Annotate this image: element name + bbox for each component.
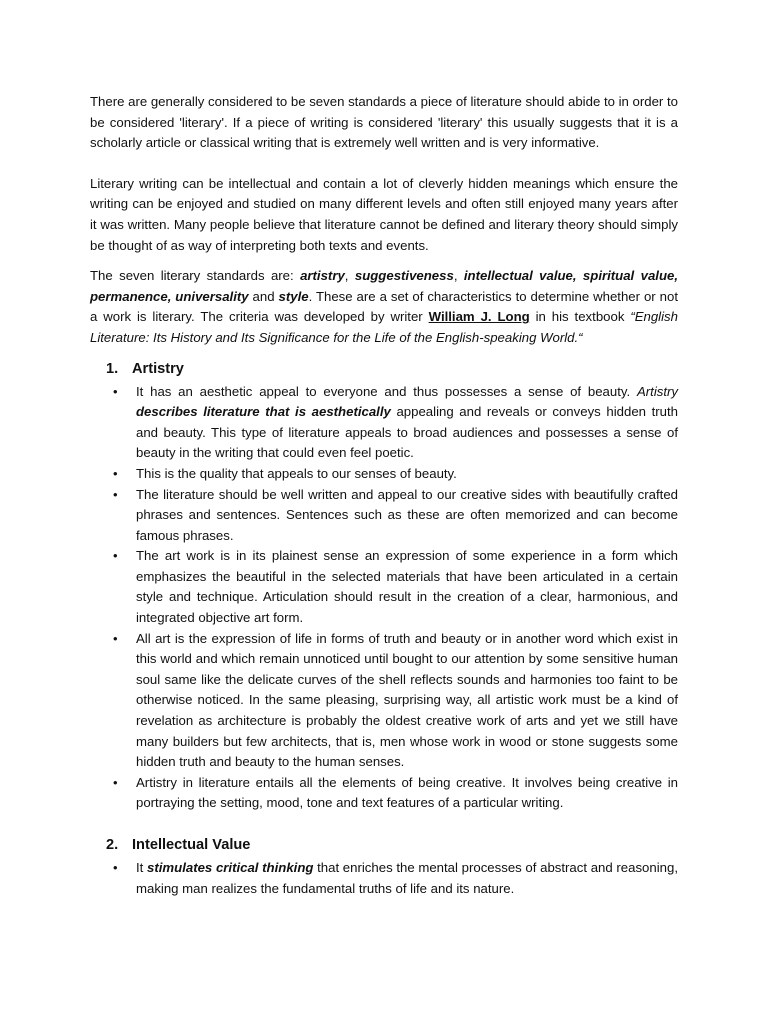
document-body — [90, 92, 678, 899]
list-item — [90, 464, 678, 485]
text-run: and — [248, 288, 279, 304]
term-suggestiveness: suggestiveness — [354, 268, 454, 284]
text-run: . These are a set of characteristics to determine whether or not a work is literary. The criteria was developed by writer — [90, 288, 678, 325]
list-item-text: This is the quality that appeals to our senses of beauty. — [136, 465, 457, 481]
text-run: appealing and reveals or conveys hidden truth and beauty. This type of literature appeals to broad audiences and possesses a sense of beauty in the writing that could even feel poetic. — [136, 404, 678, 461]
section-number: 1. — [106, 360, 119, 377]
intro-paragraph-2: Literary writing can be intellectual and contain a lot of cleverly hidden meanings which ensure the writing can be enjoyed and studied on many different levels and often still enjoyed many years after it was written. Many people believe that literature cannot be defined and literary theory should simply be thought of as way of interpreting both texts and events. — [90, 175, 678, 253]
text-run: , — [344, 268, 355, 284]
text-run: that enriches the mental processes of abstract and reasoning, making man realizes the fundamental truths of life and its nature. — [136, 860, 678, 896]
bullet-icon: • — [113, 548, 118, 564]
term-artistry-italic: Artistry — [636, 383, 678, 399]
artistry-bullet-list — [90, 382, 678, 814]
list-item-text: All art is the expression of life in forms of truth and beauty or in another word which exist in this world and which remain unnoticed until bought to our attention by some sensitive human soul same like the delicate curves of the shell reflects sounds and harmonies too faint to be otherwise noticed. In the same pleasing, surprising way, all artistic work must be a kind of revelation as architecture is probably the oldest creative work of arts and yet we still have many builders but few architects, that is, men whose work in wood or stone suggests some hidden truth and beauty to the human senses. — [136, 630, 678, 770]
section-number: 2. — [106, 837, 119, 853]
bullet-icon: • — [113, 465, 118, 481]
term-list: intellectual value, spiritual value, permanence, universality — [90, 268, 678, 304]
section-title: Artistry — [132, 360, 184, 377]
list-item — [90, 773, 678, 814]
text-run: It has an aesthetic appeal to everyone and thus possesses a sense of beauty. — [136, 383, 637, 399]
bullet-icon: • — [113, 630, 118, 646]
list-item — [90, 382, 678, 464]
list-item — [90, 858, 678, 899]
emphasis-text: stimulates critical thinking — [147, 860, 314, 875]
list-item-text: Artistry in literature entails all the elements of being creative. It involves being creative in portraying the setting, mood, tone and text features of a particular writing. — [136, 774, 678, 811]
bullet-icon: • — [113, 860, 118, 875]
text-run: The seven literary standards are: — [90, 268, 301, 284]
list-item — [90, 546, 678, 628]
emphasis-text: describes literature that is aesthetically — [136, 404, 391, 420]
term-style: style — [278, 288, 309, 304]
term-artistry: artistry — [300, 268, 345, 284]
section-title: Intellectual Value — [132, 837, 251, 853]
text-run: , — [453, 268, 464, 284]
intro-paragraph-3 — [90, 266, 678, 348]
section-heading-artistry — [90, 358, 678, 380]
book-title: “English Literature: Its History and Its Significance for the Life of the English-speaking World.“ — [90, 309, 678, 345]
list-item — [90, 485, 678, 547]
bullet-icon: • — [113, 383, 118, 399]
bullet-icon: • — [113, 774, 118, 790]
text-run: It — [136, 860, 148, 875]
intellectual-value-bullet-list — [90, 858, 678, 899]
text-run: in his textbook — [529, 309, 631, 325]
list-item-text: The art work is in its plainest sense an expression of some experience in a form which emphasizes the beautiful in the selected materials that have been articulated in a certain style and technique. Articulation should result in the creation of a clear, harmonious, and integrated objective art form. — [136, 548, 678, 626]
author-name: William J. Long — [428, 309, 530, 325]
bullet-icon: • — [113, 486, 118, 502]
list-item — [90, 629, 678, 773]
section-heading-intellectual-value — [90, 834, 678, 856]
intro-paragraph-1: There are generally considered to be seven standards a piece of literature should abide to in order to be considered 'literary'. If a piece of writing is considered 'literary' this usually suggests that it is a scholarly article or classical writing that is extremely well written and is very informative. — [90, 94, 678, 151]
list-item-text: The literature should be well written and appeal to our creative sides with beautifully crafted phrases and sentences. Sentences such as these are often memorized and can become famous phrases. — [136, 486, 678, 543]
